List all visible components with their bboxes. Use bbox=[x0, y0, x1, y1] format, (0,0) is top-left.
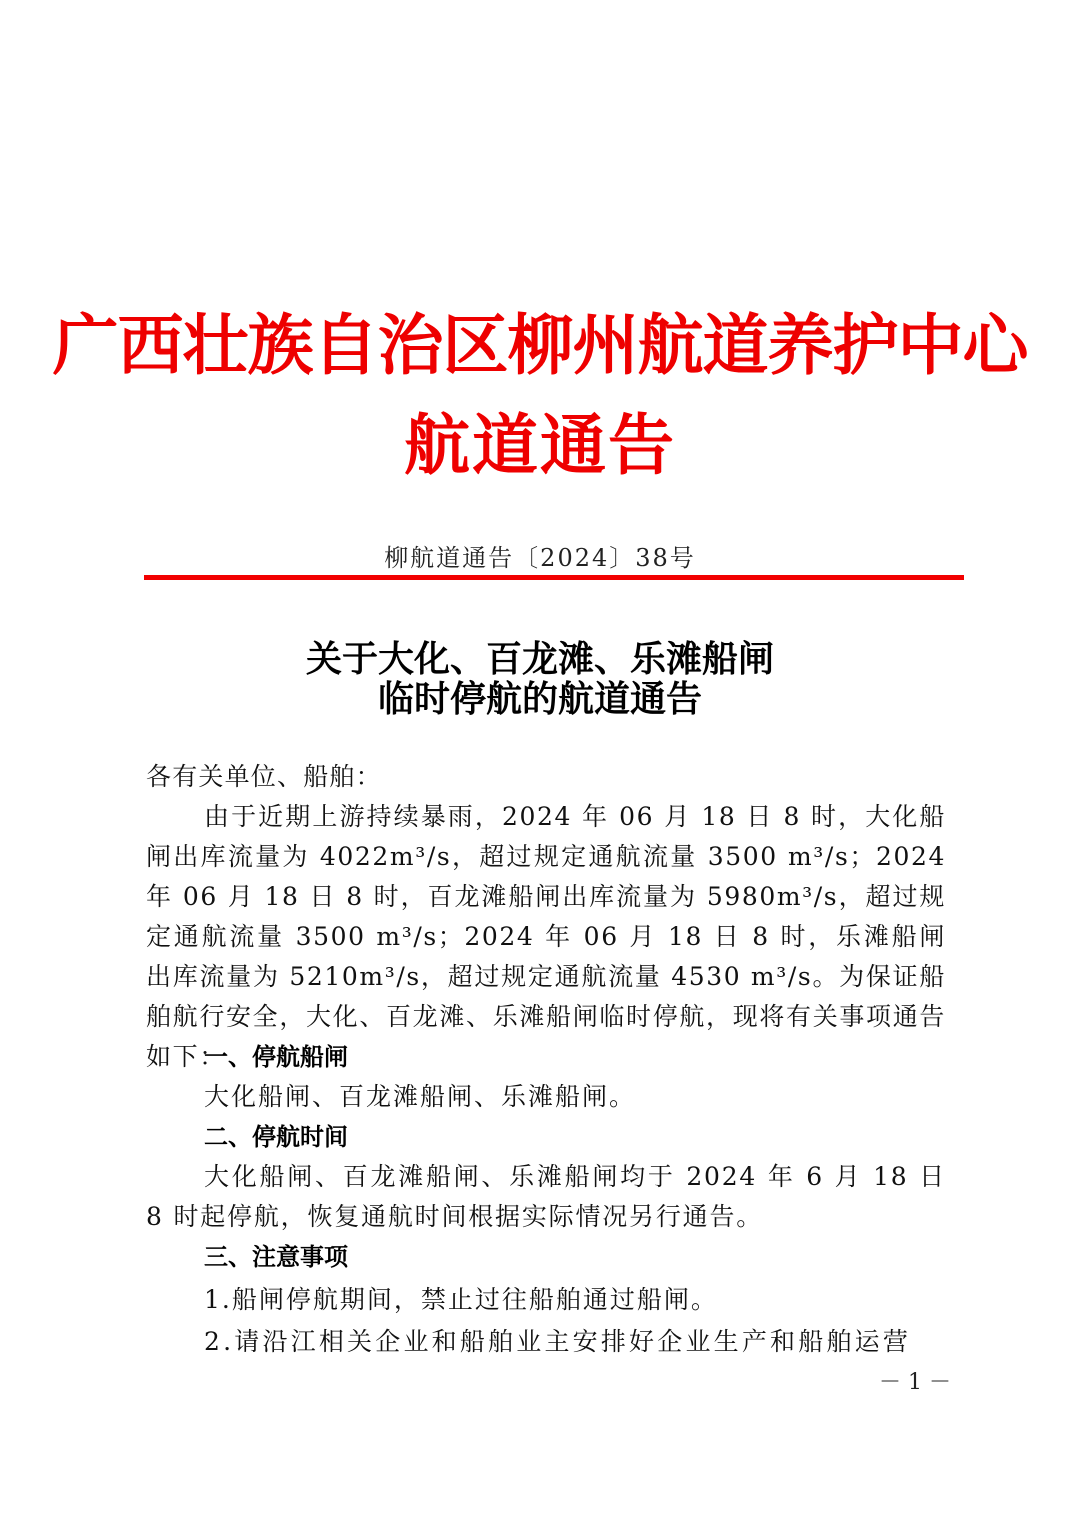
salutation: 各有关单位、船舶： bbox=[146, 762, 382, 791]
note-item-1: 1.船闸停航期间，禁止过往船舶通过船闸。 bbox=[204, 1285, 718, 1314]
document-number: 柳航道通告〔2024〕38号 bbox=[384, 544, 696, 572]
org-name-heading: 广西壮族自治区柳州航道养护中心 bbox=[52, 306, 1028, 384]
red-divider-line bbox=[144, 575, 964, 580]
section-heading-suspended-locks: 一、停航船闸 bbox=[204, 1043, 348, 1071]
note-item-2: 2.请沿江相关企业和船舶业主安排好企业生产和船舶运营 bbox=[204, 1327, 912, 1356]
section-text-suspended-locks: 大化船闸、百龙滩船闸、乐滩船闸。 bbox=[204, 1082, 637, 1111]
section-heading-notes: 三、注意事项 bbox=[204, 1243, 348, 1271]
doc-type-heading: 航道通告 bbox=[404, 406, 676, 484]
section-text-suspension-time: 大化船闸、百龙滩船闸、乐滩船闸均于 2024 年 6 月 18 日 8 时起停航，恢复通航时间根据实际情况另行通告。 bbox=[146, 1162, 946, 1231]
section-heading-suspension-time: 二、停航时间 bbox=[204, 1123, 348, 1151]
notice-title-line1: 关于大化、百龙滩、乐滩船闸 bbox=[305, 638, 774, 680]
page-number: － 1 － bbox=[879, 1370, 951, 1395]
intro-paragraph: 由于近期上游持续暴雨，2024 年 06 月 18 日 8 时，大化船闸出库流量为 4022m³/s，超过规定通航流量 3500 m³/s；2024 年 06 月 18 日 8 时，百龙滩船闸出库流量为 5980m³/s，超过规定通航流量 3500 m³/s；2024 年 06 月 18 日 8 时，乐滩船闸出库流量为 5210m³/s，超过规定通航流量 4530 m³/s。为保证船舶航行安全，大化、百龙滩、乐滩船闸临时停航，现将有关事项通告如下： bbox=[146, 802, 946, 1071]
notice-title-line2: 临时停航的航道通告 bbox=[377, 678, 702, 720]
